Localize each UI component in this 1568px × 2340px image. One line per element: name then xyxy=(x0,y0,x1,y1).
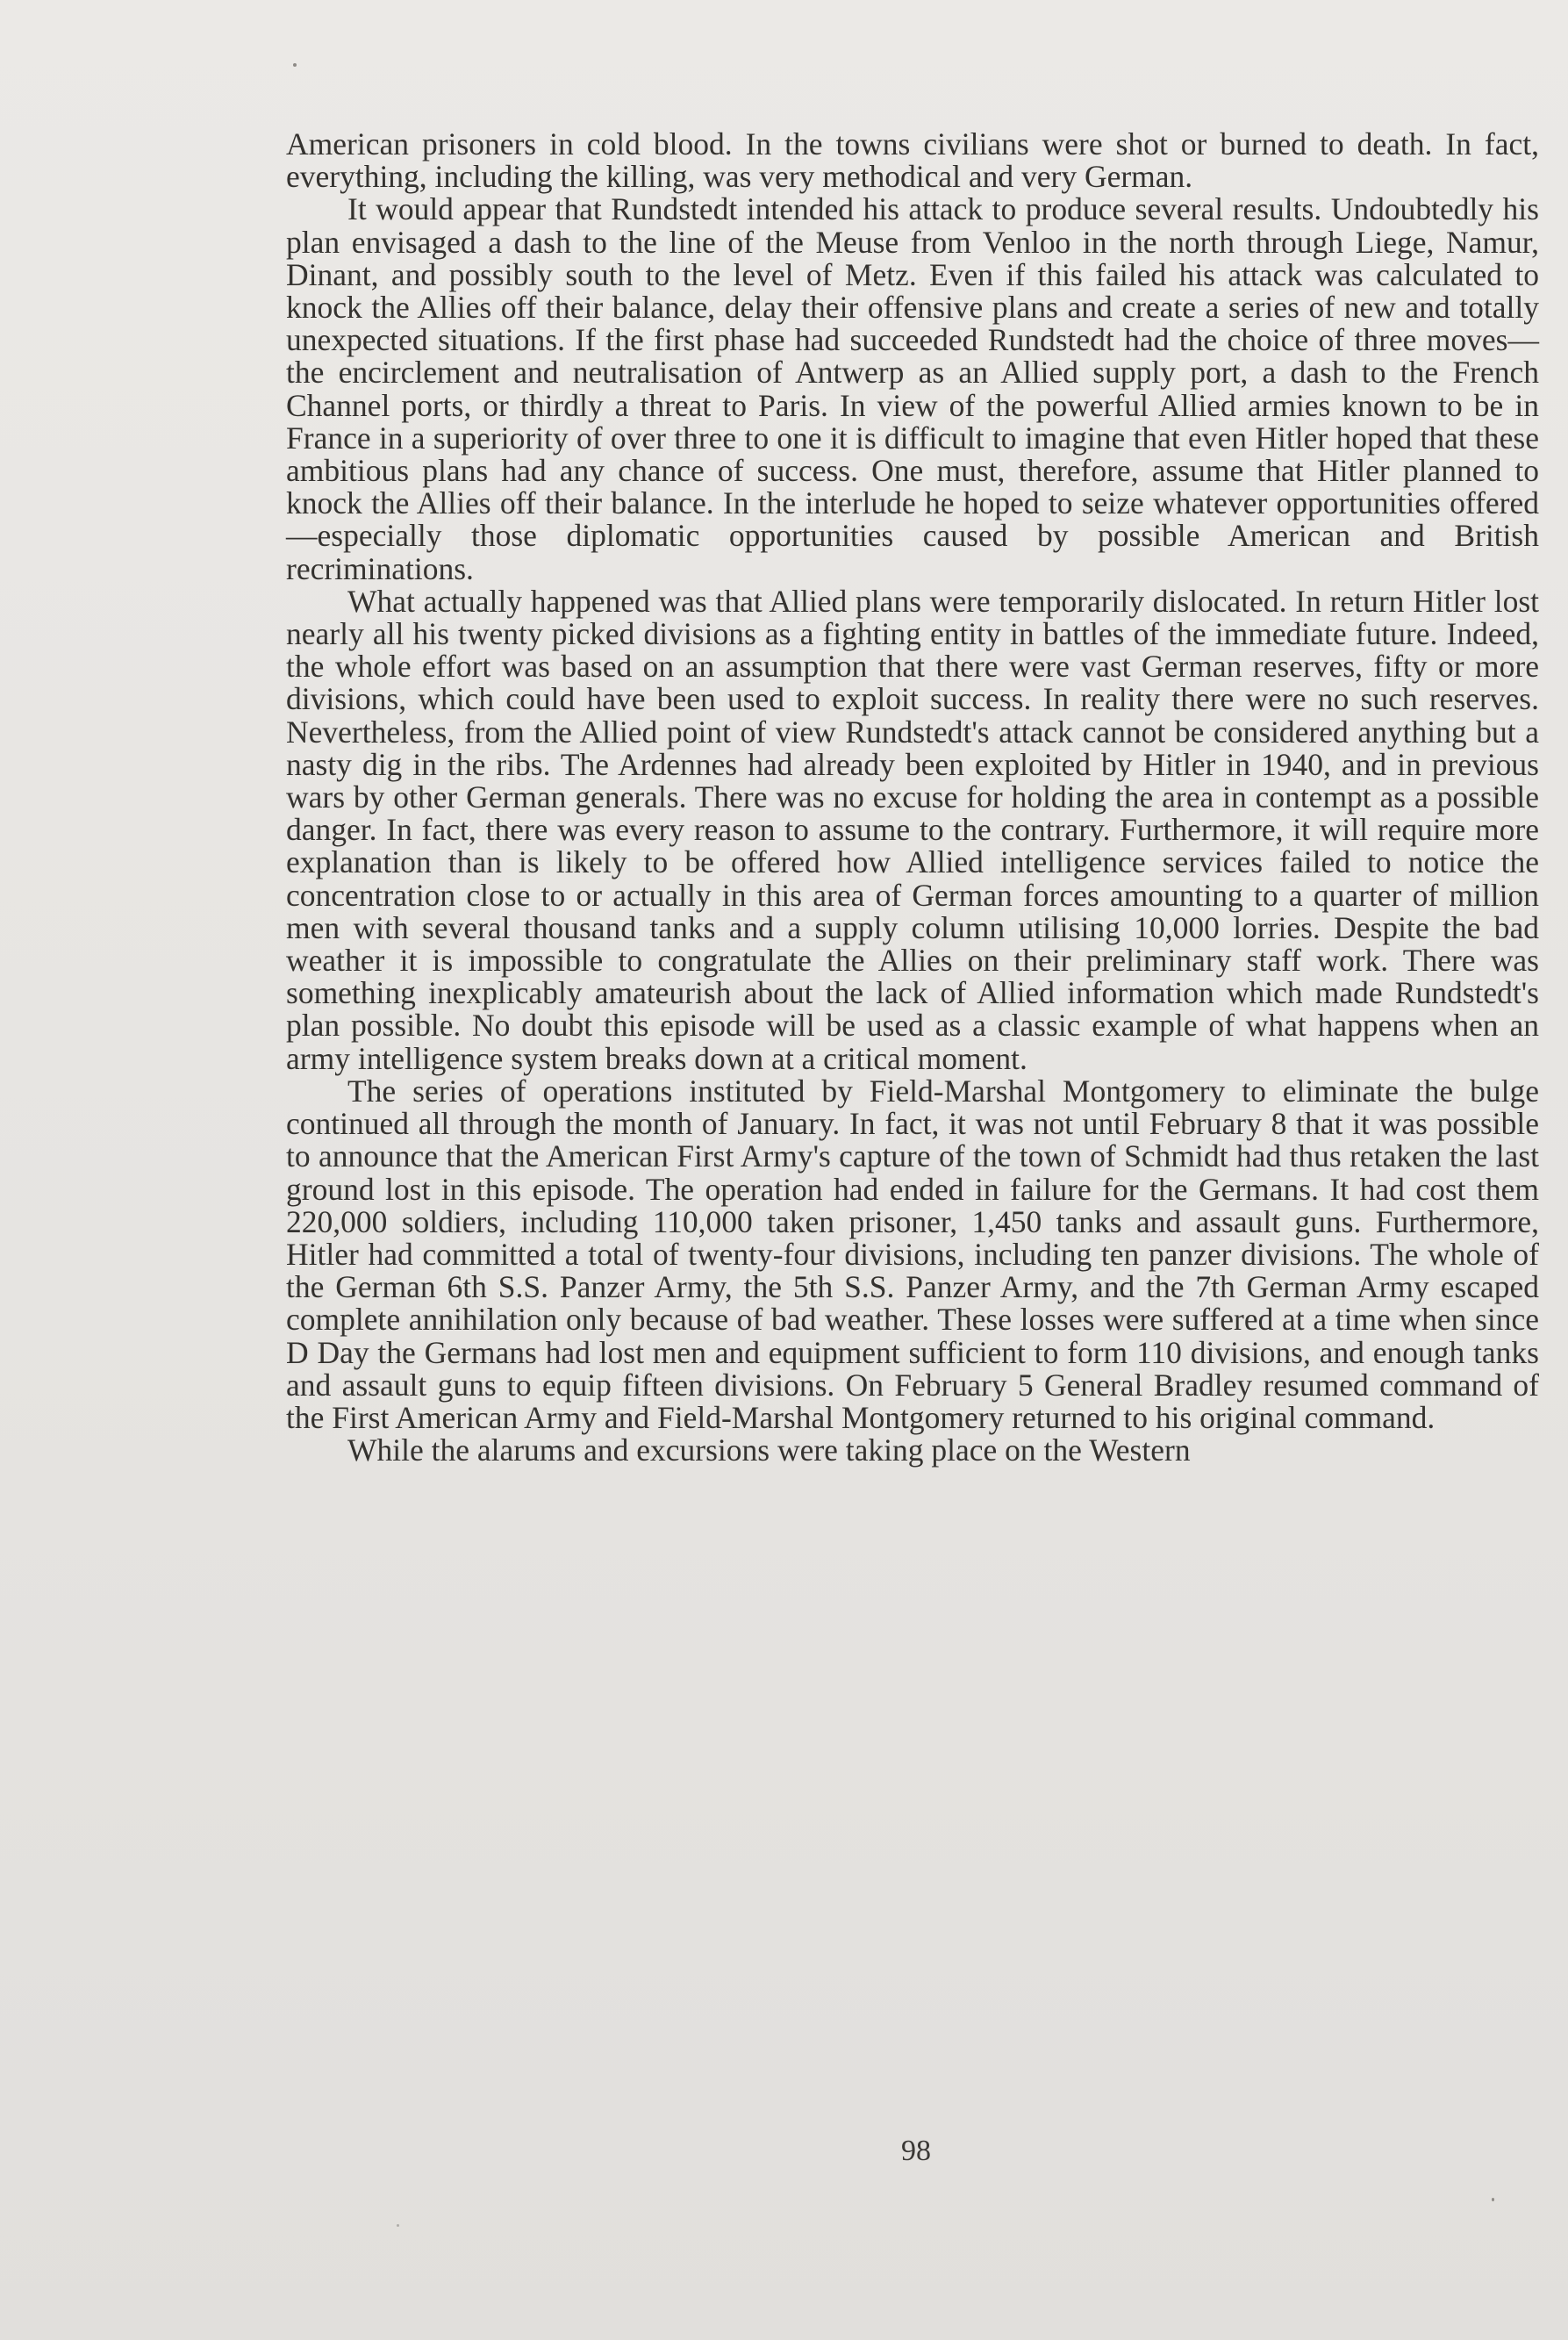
paper-speck xyxy=(293,63,297,67)
paragraph-allied-intelligence: What actually happened was that Allied plans were temporarily dislocated. In return Hitler lost nearly all his twenty picked divisions as a fighting entity in battles of the immediate future. Indeed, the whole effort was based on an assumption that there were vast German reserves, fifty or more divisions, which could have been used to exploit success. In reality there were no such reserves. Nevertheless, from the Allied point of view Rundstedt's attack cannot be considered anything but a nasty dig in the ribs. The Ardennes had already been exploited by Hitler in 1940, and in previous wars by other German generals. There was no excuse for holding the area in contempt as a possible danger. In fact, there was every reason to assume to the contrary. Furthermore, it will require more explanation than is likely to be offered how Allied intelligence services failed to notice the concentration close to or actually in this area of German forces amounting to a quarter of million men with several thousand tanks and a supply column utilising 10,000 lorries. Despite the bad weather it is impossible to congratulate the Allies on their preliminary staff work. There was something inexplicably amateurish about the lack of Allied information which made Rundstedt's plan possible. No doubt this episode will be used as a classic example of what happens when an army intelligence system breaks down at a critical moment. xyxy=(286,583,1539,1076)
body-text xyxy=(286,128,1539,1467)
page-number: 98 xyxy=(901,2135,931,2167)
paragraph-montgomery-operations: The series of operations instituted by Field-Marshal Montgomery to eliminate the bulge continued all through the month of January. In fact, it was not until February 8 that it was possible to announce that the American First Army's capture of the town of Schmidt had thus retaken the last ground lost in this episode. The operation had ended in failure for the Germans. It had cost them 220,000 soldiers, including 110,000 taken prisoner, 1,450 tanks and assault guns. Furthermore, Hitler had committed a total of twenty-four divisions, including ten panzer divisions. The whole of the German 6th S.S. Panzer Army, the 5th S.S. Panzer Army, and the 7th German Army escaped complete annihilation only because of bad weather. These losses were suffered at a time when since D Day the Germans had lost men and equipment sufficient to form 110 divisions, and enough tanks and assault guns to equip fifteen divisions. On February 5 General Bradley resumed command of the First American Army and Field-Marshal Montgomery returned to his original command. xyxy=(286,1073,1539,1435)
paragraph-western-front: While the alarums and excursions were taking place on the Western xyxy=(347,1432,1191,1468)
paper-speck xyxy=(397,2224,399,2227)
paragraph-continuation: American prisoners in cold blood. In the towns civilians were shot or burned to death. In fact, everything, including the killing, was very methodical and very German. xyxy=(286,126,1539,195)
paragraph-rundstedt-plan: It would appear that Rundstedt intended his attack to produce several results. Undoubtedly his plan envisaged a dash to the line of the Meuse from Venloo in the north through Liege, Namur, Dinant, and possibly south to the level of Metz. Even if this failed his attack was calculated to knock the Allies off their balance, delay their offensive plans and create a series of new and totally unexpected situations. If the first phase had succeeded Rundstedt had the choice of three moves—the encirclement and neutralisation of Antwerp as an Allied supply port, a dash to the French Channel ports, or thirdly a threat to Paris. In view of the powerful Allied armies known to be in France in a superiority of over three to one it is difficult to imagine that even Hitler hoped that these ambitious plans had any chance of success. One must, therefore, assume that Hitler planned to knock the Allies off their balance. In the interlude he hoped to seize whatever opportunities offered—especially those diplomatic opportunities caused by possible American and British recriminations. xyxy=(286,191,1539,586)
paper-speck xyxy=(1492,2198,1494,2201)
